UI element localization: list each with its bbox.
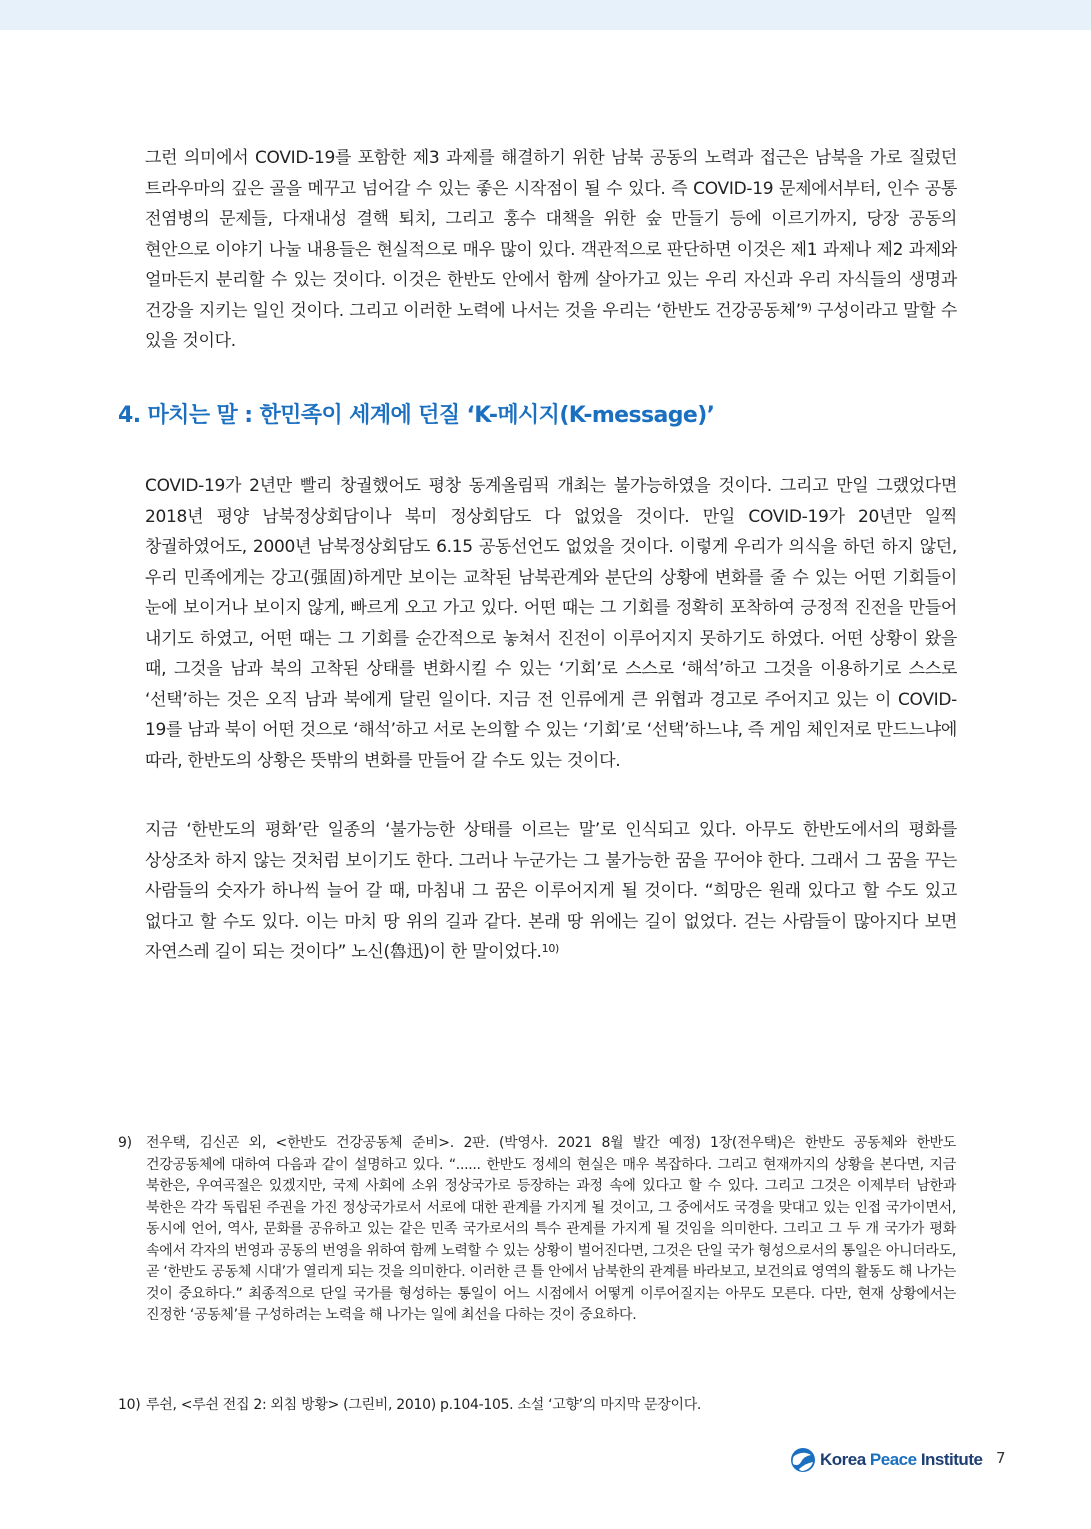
footer-logo: [790, 1446, 982, 1474]
footnote-10: [118, 1395, 956, 1417]
footnote-9: [118, 1133, 956, 1327]
intro-paragraph: 그런 의미에서 COVID-19를 포함한 제3 과제를 해결하기 위한 남북 공동의 노력과 접근은 남북을 가로 질렀던 트라우마의 깊은 골을 메꾸고 넘어갈 수 있는 좋은 시작점이 될 수 있다. 즉 COVID-19 문제에서부터, 인수 공통 전염병의 문제들, 다재내성 결핵 퇴치, 그리고 홍수 대책을 위한 숲 만들기 등에 이르기까지, 당장 공동의 현안으로 이야기 나눌 내용들은 현실적으로 매우 많이 있다. 객관적으로 판단하면 이것은 제1 과제나 제2 과제와 얼마든지 분리할 수 있는 것이다. 이것은 한반도 안에서 함께 살아가고 있는 우리 자신과 우리 자식들의 생명과 건강을 지키는 일인 것이다. 그리고 이러한 노력에 나서는 것을 우리는 ‘한반도 건강공동체’$^{9)}$ 구성이라고 말할 수 있을 것이다.: [145, 148, 957, 351]
top-band: [0, 0, 1091, 30]
page-number: 7: [996, 1449, 1006, 1467]
footnote-text: 전우택, 김신곤 외, <한반도 건강공동체 준비>. 2판. (박영사. 2021 8월 발간 예정) 1장(전우택)은 한반도 공동체와 한반도 건강공동체에 대하여 다음과 같이 설명하고 있다. “...... 한반도 정세의 현실은 매우 복잡하다. 그리고 현재까지의 상황을 본다면, 지금 북한은, 우여곡절은 있겠지만, 국제 사회에 소위 정상국가로 등장하는 과정 속에 있다고 할 수 있다. 그리고 그것은 이제부터 남한과 북한은 각각 독립된 주권을 가진 정상국가로서 서로에 대한 관계를 가지게 될 것이고, 그 중에서도 국경을 맞대고 있는 인접 국가이면서, 동시에 언어, 역사, 문화를 공유하고 있는 같은 민족 국가로서의 특수 관계를 가지게 될 것임을 의미한다. 그리고 그 두 개 국가가 평화 속에서 각자의 번영과 공동의 번영을 위하여 함께 노력할 수 있는 상황이 벌어진다면, 그것은 단일 국가 형성으로서의 통일은 아니더라도, 곧 ‘한반도 공동체 시대’가 열리게 되는 것을 의미한다. 이러한 큰 틀 안에서 남북한의 관계를 바라보고, 보건의료 영역의 활동도 해 나가는 것이 중요하다.” 최종적으로 단일 국가를 형성하는 통일이 어느 시점에서 어떻게 이루어질지는 아무도 모른다. 다만, 현재 상황에서는 진정한 ‘공동체’를 구성하려는 노력을 해 나가는 일에 최선을 다하는 것이 중요하다.: [146, 1135, 956, 1323]
korea-peace-institute-logo-icon: [790, 1447, 816, 1473]
footnote-number: 10): [118, 1397, 141, 1413]
paragraph-3: 지금 ‘한반도의 평화’란 일종의 ‘불가능한 상태를 이르는 말’로 인식되고 있다. 아무도 한반도에서의 평화를 상상조차 하지 않는 것처럼 보이기도 한다. 그러나 누군가는 그 불가능한 꿈을 꾸어야 한다. 그래서 그 꿈을 꾸는 사람들의 숫자가 하나씩 늘어 갈 때, 마침내 그 꿈은 이루어지게 될 것이다. “희망은 원래 있다고 할 수도 있고 없다고 할 수도 있다. 이는 마치 땅 위의 길과 같다. 본래 땅 위에는 길이 없었다. 걷는 사람들이 많아지다 보면 자연스레 길이 되는 것이다” 노신(魯迅)이 한 말이었다.$^{10)}$: [145, 820, 957, 962]
paragraph-2: COVID-19가 2년만 빨리 창궐했어도 평창 동계올림픽 개최는 불가능하였을 것이다. 그리고 만일 그랬었다면 2018년 평양 남북정상회담이나 북미 정상회담도 다 없었을 것이다. 만일 COVID-19가 20년만 일찍 창궐하였어도, 2000년 남북정상회담도 6.15 공동선언도 없었을 것이다. 이렇게 우리가 의식을 하던 하지 않던, 우리 민족에게는 강고(强固)하게만 보이는 교착된 남북관계와 분단의 상황에 변화를 줄 수 있는 어떤 기회들이 눈에 보이거나 보이지 않게, 빠르게 오고 가고 있다. 어떤 때는 그 기회를 정확히 포착하여 긍정적 진전을 만들어 내기도 하였고, 어떤 때는 그 기회를 순간적으로 놓쳐서 진전이 이루어지지 못하기도 하였다. 어떤 상황이 왔을 때, 그것을 남과 북의 고착된 상태를 변화시킬 수 있는 ‘기회’로 스스로 ‘해석’하고 그것을 이용하기로 스스로 ‘선택’하는 것은 오직 남과 북에게 달린 일이다. 지금 전 인류에게 큰 위협과 경고로 주어지고 있는 이 COVID-19를 남과 북이 어떤 것으로 ‘해석’하고 서로 논의할 수 있는 ‘기회’로 ‘선택’하느냐, 즉 게임 체인저로 만드느냐에 따라, 한반도의 상황은 뜻밖의 변화를 만들어 갈 수도 있는 것이다.: [145, 476, 957, 771]
footnote-ref-10[interactable]: 10): [541, 942, 560, 955]
footnote-text: 루쉰, <루쉰 전집 2: 외침 방황> (그린비, 2010) p.104-105. 소설 ‘고향’의 마지막 문장이다.: [146, 1397, 702, 1413]
footnote-number: 9): [118, 1135, 132, 1151]
section-heading: 4. 마치는 말 : 한민족이 세계에 던질 ‘K-메시지(K-message)’: [118, 403, 715, 428]
logo-text: Korea Peace Institute: [820, 1450, 983, 1469]
footnote-ref-9[interactable]: 9): [800, 300, 812, 314]
